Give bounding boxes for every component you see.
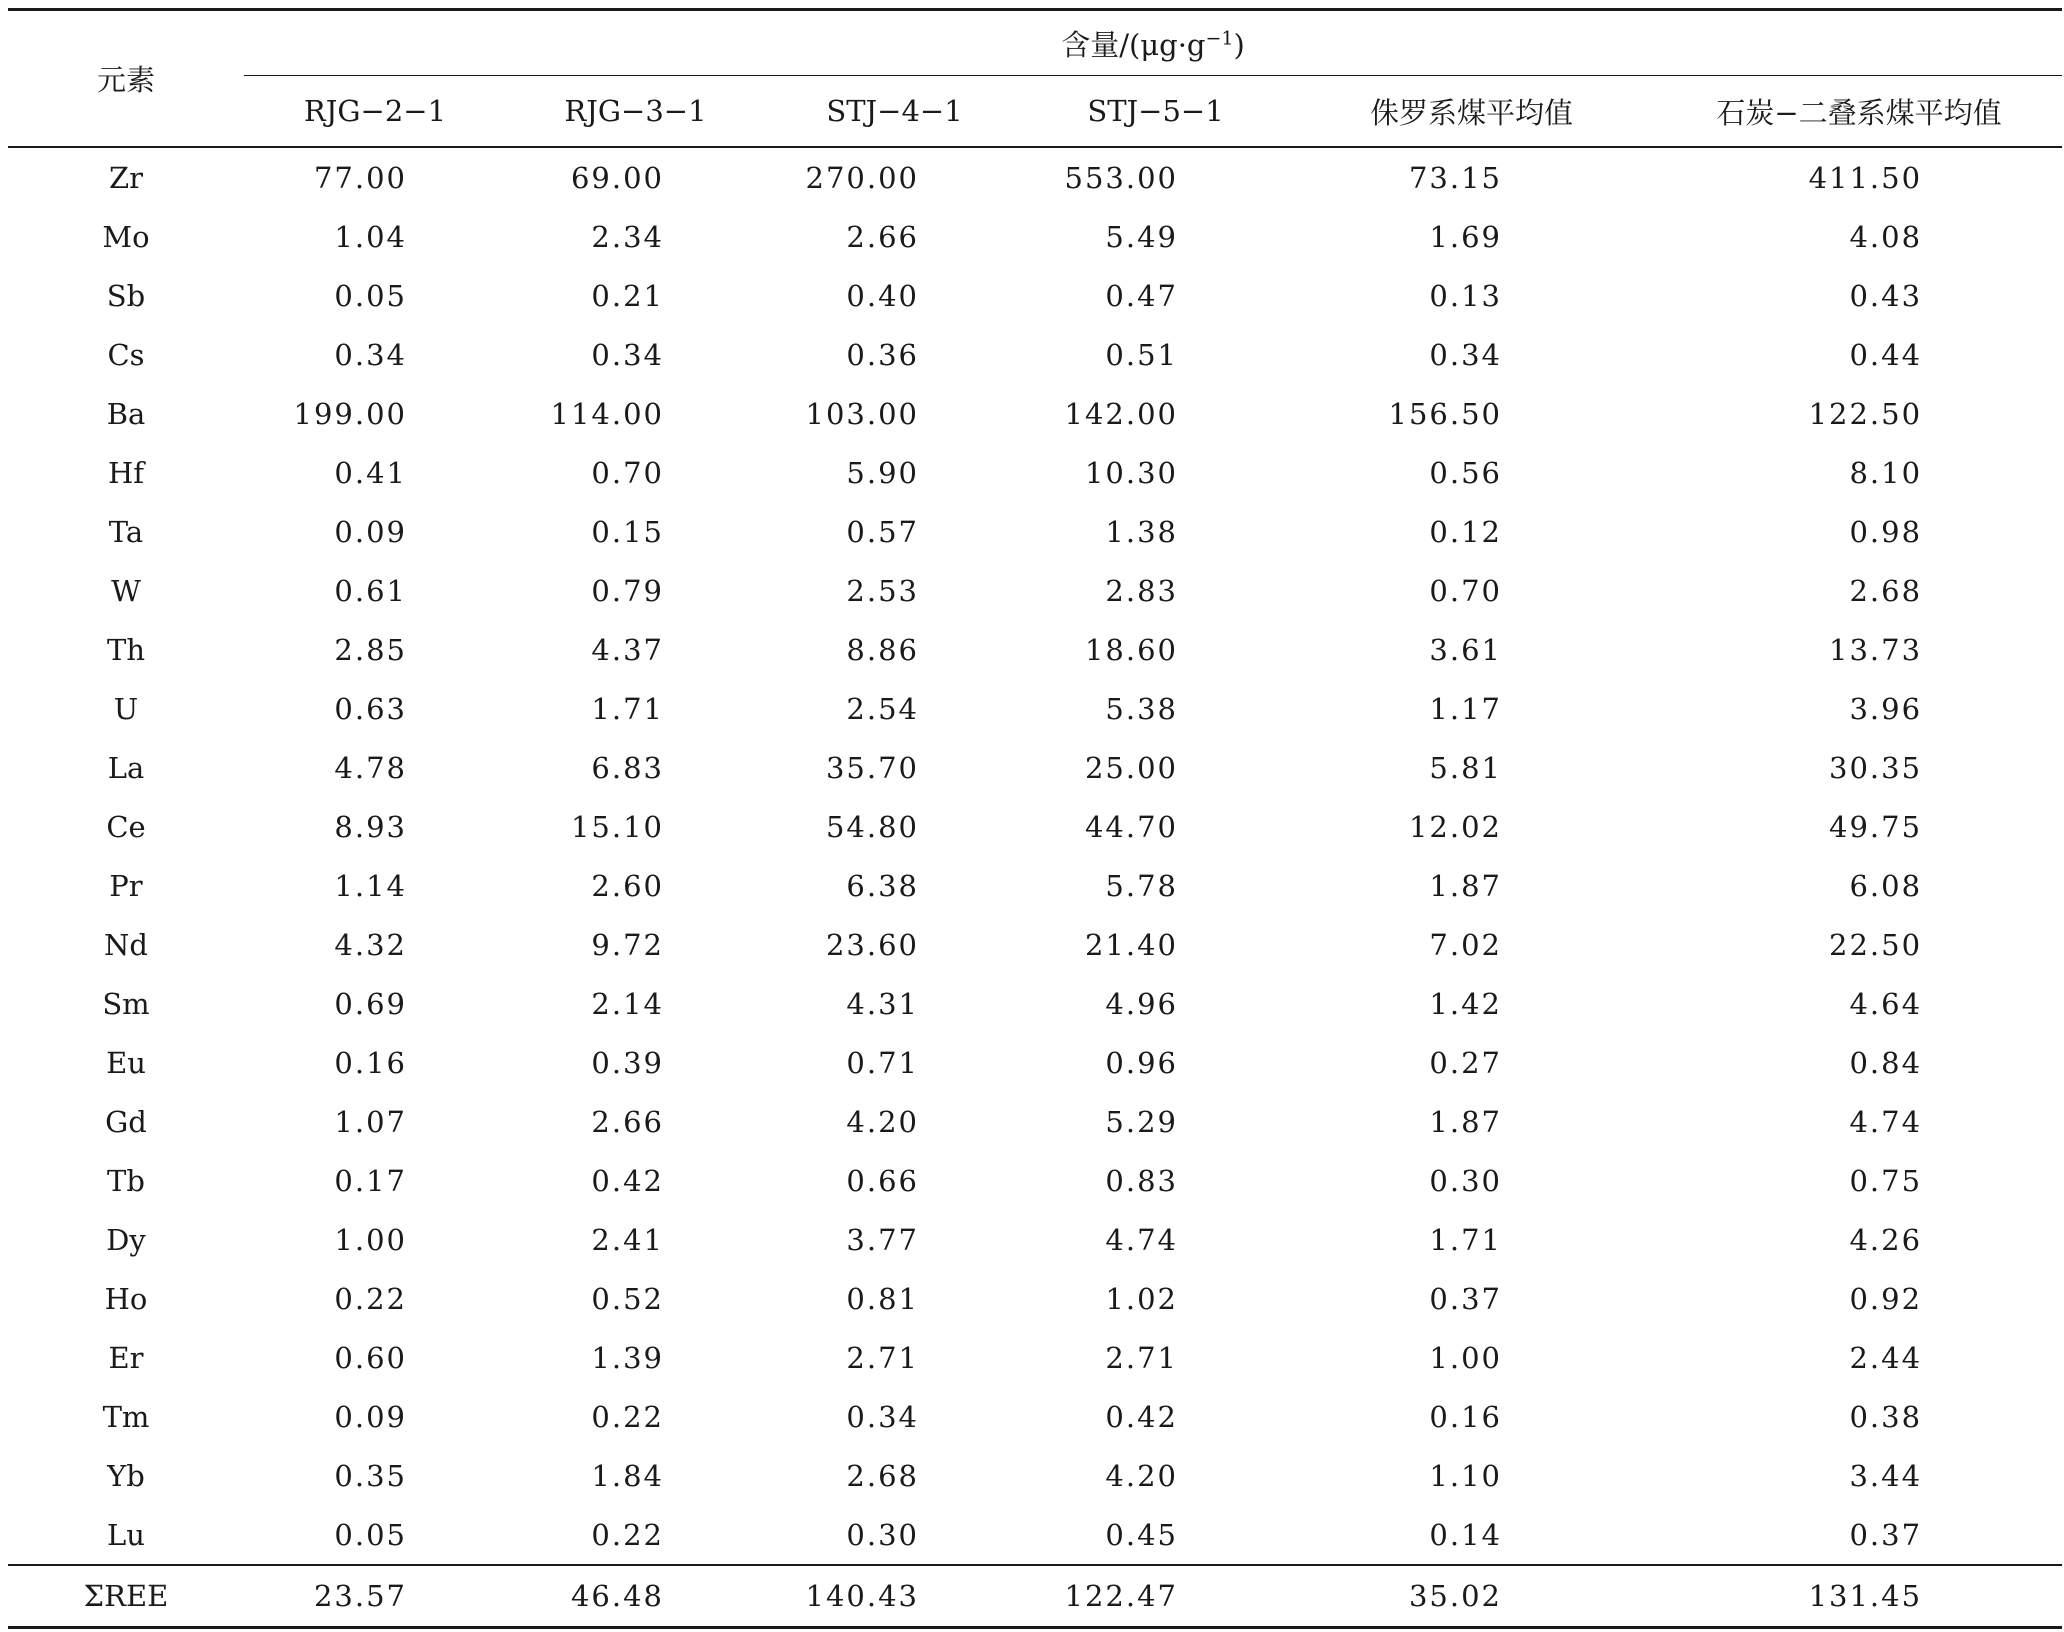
- content-unit-superscript: −1: [1205, 26, 1234, 49]
- table-row: [8, 620, 2062, 679]
- content-value: 21.40: [1084, 927, 1178, 962]
- content-value: 0.36: [846, 337, 919, 372]
- trace-element-table: [8, 8, 2062, 1629]
- content-value: 0.84: [1849, 1045, 1923, 1080]
- content-value: 0.52: [591, 1281, 664, 1316]
- content-value: 0.47: [1105, 278, 1178, 313]
- element-column-header: 元素: [8, 10, 244, 148]
- content-value: 0.83: [1105, 1163, 1178, 1198]
- content-value: 2.14: [591, 986, 664, 1021]
- content-value: 199.00: [293, 396, 407, 431]
- table-row: [8, 1505, 2062, 1565]
- content-value: 1.14: [334, 868, 407, 903]
- content-value: 0.57: [846, 514, 919, 549]
- content-value: 12.02: [1408, 809, 1502, 844]
- content-value: 4.74: [1105, 1222, 1178, 1257]
- content-value: 2.66: [846, 219, 919, 254]
- element-symbol: La: [107, 750, 145, 785]
- table-row: [8, 384, 2062, 443]
- content-value: 2.71: [1105, 1340, 1178, 1375]
- content-value: 0.56: [1429, 455, 1502, 490]
- content-value: 0.92: [1849, 1281, 1923, 1316]
- column-header-carboniferous-permian-average: 石炭−二叠系煤平均值: [1716, 95, 2002, 130]
- content-value: 6.08: [1849, 868, 1923, 903]
- element-symbol: Th: [106, 632, 146, 667]
- content-value: 0.61: [334, 573, 407, 608]
- element-symbol: Lu: [107, 1517, 145, 1552]
- table-row: [8, 443, 2062, 502]
- content-value: 1.07: [334, 1104, 407, 1139]
- content-value: 5.38: [1105, 691, 1178, 726]
- sum-ree-value: 122.47: [1024, 1565, 1287, 1628]
- content-value: 103.00: [805, 396, 919, 431]
- table-row: [8, 1328, 2062, 1387]
- content-value: 0.75: [1849, 1163, 1923, 1198]
- element-symbol: Yb: [107, 1458, 145, 1493]
- content-value: 77.00: [313, 160, 407, 195]
- content-value: 1.17: [1429, 691, 1502, 726]
- content-value: 0.96: [1105, 1045, 1178, 1080]
- content-value: 0.41: [334, 455, 407, 490]
- sum-ree-row: [8, 1565, 2062, 1628]
- content-value: 553.00: [1064, 160, 1178, 195]
- content-value: 2.41: [591, 1222, 664, 1257]
- content-value: 0.71: [846, 1045, 919, 1080]
- content-value: 4.64: [1849, 986, 1923, 1021]
- element-symbol: W: [111, 573, 141, 608]
- content-value: 0.17: [334, 1163, 407, 1198]
- content-value: 0.34: [1429, 337, 1502, 372]
- element-symbol: Dy: [106, 1222, 146, 1257]
- table-row: [8, 1151, 2062, 1210]
- table-row: [8, 266, 2062, 325]
- content-value: 2.68: [846, 1458, 919, 1493]
- content-value: 270.00: [805, 160, 919, 195]
- column-header-stj-5-1: STJ−5−1: [1087, 94, 1224, 128]
- content-value: 69.00: [570, 160, 664, 195]
- content-value: 18.60: [1084, 632, 1178, 667]
- table-row: [8, 856, 2062, 915]
- content-value: 0.81: [846, 1281, 919, 1316]
- content-value: 2.68: [1849, 573, 1923, 608]
- header-row-columns: [8, 76, 2062, 148]
- element-symbol: Cs: [107, 337, 145, 372]
- content-value: 3.61: [1429, 632, 1502, 667]
- content-group-header-text: 含量/(μg·g: [1061, 27, 1206, 62]
- content-value: 0.39: [591, 1045, 664, 1080]
- element-symbol: Gd: [105, 1104, 147, 1139]
- content-value: 1.42: [1429, 986, 1502, 1021]
- sum-ree-value: 131.45: [1656, 1565, 2062, 1628]
- content-value: 2.83: [1105, 573, 1178, 608]
- table-row: [8, 1387, 2062, 1446]
- content-value: 0.51: [1105, 337, 1178, 372]
- content-value: 5.29: [1105, 1104, 1178, 1139]
- content-group-header-close: ): [1233, 27, 1245, 62]
- content-value: 2.34: [591, 219, 664, 254]
- content-value: 1.84: [591, 1458, 664, 1493]
- content-value: 0.40: [846, 278, 919, 313]
- content-value: 54.80: [825, 809, 919, 844]
- element-symbol: Ta: [108, 514, 144, 549]
- content-value: 1.38: [1105, 514, 1178, 549]
- content-value: 0.05: [334, 1517, 407, 1552]
- content-value: 73.15: [1408, 160, 1502, 195]
- sum-ree-value: 46.48: [506, 1565, 765, 1628]
- table-row: [8, 1210, 2062, 1269]
- content-value: 1.71: [1429, 1222, 1502, 1257]
- content-value: 7.02: [1429, 927, 1502, 962]
- content-value: 6.83: [591, 750, 664, 785]
- content-value: 5.90: [846, 455, 919, 490]
- content-value: 4.37: [591, 632, 664, 667]
- content-value: 1.02: [1105, 1281, 1178, 1316]
- content-value: 114.00: [550, 396, 664, 431]
- content-value: 4.26: [1849, 1222, 1923, 1257]
- content-value: 5.78: [1105, 868, 1178, 903]
- header-row-group: [8, 10, 2062, 76]
- content-value: 4.08: [1849, 219, 1923, 254]
- content-value: 0.34: [334, 337, 407, 372]
- content-value: 0.37: [1429, 1281, 1502, 1316]
- content-value: 0.30: [846, 1517, 919, 1552]
- content-value: 0.15: [591, 514, 664, 549]
- content-value: 0.45: [1105, 1517, 1178, 1552]
- sum-ree-value: 140.43: [765, 1565, 1024, 1628]
- content-value: 0.35: [334, 1458, 407, 1493]
- element-symbol: Tb: [107, 1163, 145, 1198]
- content-value: 25.00: [1084, 750, 1178, 785]
- content-value: 0.21: [591, 278, 664, 313]
- content-value: 0.22: [591, 1517, 664, 1552]
- content-value: 0.12: [1429, 514, 1502, 549]
- table-row: [8, 502, 2062, 561]
- content-value: 44.70: [1084, 809, 1178, 844]
- content-value: 2.71: [846, 1340, 919, 1375]
- element-symbol: Tm: [102, 1399, 150, 1434]
- content-value: 0.63: [334, 691, 407, 726]
- sum-ree-value: 35.02: [1287, 1565, 1656, 1628]
- content-value: 1.00: [1429, 1340, 1502, 1375]
- content-value: 2.66: [591, 1104, 664, 1139]
- column-header-jurassic-average: 侏罗系煤平均值: [1369, 95, 1573, 130]
- content-value: 0.42: [591, 1163, 664, 1198]
- content-value: 49.75: [1829, 809, 1923, 844]
- content-value: 5.49: [1105, 219, 1178, 254]
- content-value: 0.42: [1105, 1399, 1178, 1434]
- content-value: 2.85: [334, 632, 407, 667]
- column-header-stj-4-1: STJ−4−1: [826, 94, 963, 128]
- content-value: 0.69: [334, 986, 407, 1021]
- content-group-header: [244, 10, 2062, 76]
- content-value: 0.70: [1429, 573, 1502, 608]
- content-value: 4.20: [1105, 1458, 1178, 1493]
- content-value: 0.60: [334, 1340, 407, 1375]
- element-symbol: Sb: [106, 278, 146, 313]
- content-value: 1.87: [1429, 1104, 1502, 1139]
- content-value: 0.09: [334, 1399, 407, 1434]
- content-value: 0.16: [1429, 1399, 1502, 1434]
- element-symbol: Mo: [102, 219, 150, 254]
- sum-ree-label: ΣREE: [8, 1565, 244, 1628]
- column-header-rjg-2-1: RJG−2−1: [303, 94, 447, 128]
- element-symbol: Eu: [106, 1045, 146, 1080]
- content-value: 4.20: [846, 1104, 919, 1139]
- table-row: [8, 974, 2062, 1033]
- element-symbol: Ba: [106, 396, 146, 431]
- table-row: [8, 1446, 2062, 1505]
- content-value: 35.70: [825, 750, 919, 785]
- table-row: [8, 797, 2062, 856]
- content-value: 23.60: [825, 927, 919, 962]
- content-value: 0.66: [846, 1163, 919, 1198]
- content-value: 142.00: [1064, 396, 1178, 431]
- content-value: 8.10: [1849, 455, 1923, 490]
- content-value: 0.14: [1429, 1517, 1502, 1552]
- content-value: 4.32: [334, 927, 407, 962]
- content-value: 2.54: [846, 691, 919, 726]
- content-value: 0.09: [334, 514, 407, 549]
- content-value: 30.35: [1829, 750, 1923, 785]
- content-value: 0.05: [334, 278, 407, 313]
- content-value: 9.72: [591, 927, 664, 962]
- element-symbol: Sm: [102, 986, 150, 1021]
- table-row: [8, 561, 2062, 620]
- table-body: [8, 147, 2062, 1565]
- content-value: 0.22: [591, 1399, 664, 1434]
- content-value: 0.79: [591, 573, 664, 608]
- element-symbol: Ce: [106, 809, 146, 844]
- content-value: 2.60: [591, 868, 664, 903]
- content-value: 1.04: [334, 219, 407, 254]
- content-value: 0.98: [1849, 514, 1923, 549]
- table-row: [8, 207, 2062, 266]
- content-value: 15.10: [570, 809, 664, 844]
- table-row: [8, 1269, 2062, 1328]
- content-value: 0.43: [1849, 278, 1923, 313]
- content-value: 0.70: [591, 455, 664, 490]
- content-value: 1.87: [1429, 868, 1502, 903]
- content-value: 0.34: [846, 1399, 919, 1434]
- content-value: 122.50: [1808, 396, 1923, 431]
- content-value: 8.86: [846, 632, 919, 667]
- content-value: 3.44: [1849, 1458, 1923, 1493]
- content-value: 0.27: [1429, 1045, 1502, 1080]
- trace-element-table-container: [8, 8, 2062, 1629]
- content-value: 10.30: [1084, 455, 1178, 490]
- content-value: 3.77: [846, 1222, 919, 1257]
- content-value: 5.81: [1429, 750, 1502, 785]
- content-value: 0.34: [591, 337, 664, 372]
- table-row: [8, 147, 2062, 207]
- content-value: 0.13: [1429, 278, 1502, 313]
- sum-ree-value: 23.57: [244, 1565, 506, 1628]
- table-row: [8, 679, 2062, 738]
- content-value: 0.30: [1429, 1163, 1502, 1198]
- element-symbol: Er: [108, 1340, 144, 1375]
- content-value: 1.69: [1429, 219, 1502, 254]
- content-value: 13.73: [1829, 632, 1923, 667]
- table-row: [8, 1092, 2062, 1151]
- table-row: [8, 738, 2062, 797]
- element-symbol: Pr: [109, 868, 143, 903]
- content-value: 3.96: [1849, 691, 1923, 726]
- element-symbol: Zr: [108, 160, 143, 195]
- content-value: 1.71: [591, 691, 664, 726]
- content-value: 8.93: [334, 809, 407, 844]
- content-value: 4.74: [1849, 1104, 1923, 1139]
- content-value: 1.39: [591, 1340, 664, 1375]
- content-value: 0.38: [1849, 1399, 1923, 1434]
- content-value: 0.16: [334, 1045, 407, 1080]
- element-symbol: U: [113, 691, 139, 726]
- content-value: 0.22: [334, 1281, 407, 1316]
- table-row: [8, 915, 2062, 974]
- element-symbol: Hf: [107, 455, 145, 490]
- content-value: 1.10: [1429, 1458, 1502, 1493]
- content-value: 4.78: [334, 750, 407, 785]
- content-value: 156.50: [1388, 396, 1502, 431]
- content-value: 4.96: [1105, 986, 1178, 1021]
- element-symbol: Nd: [104, 927, 148, 962]
- content-value: 22.50: [1829, 927, 1923, 962]
- content-value: 6.38: [846, 868, 919, 903]
- content-value: 411.50: [1808, 160, 1923, 195]
- content-value: 2.44: [1849, 1340, 1923, 1375]
- table-row: [8, 325, 2062, 384]
- content-value: 1.00: [334, 1222, 407, 1257]
- content-value: 4.31: [846, 986, 919, 1021]
- content-value: 0.37: [1849, 1517, 1923, 1552]
- column-header-rjg-3-1: RJG−3−1: [564, 94, 707, 128]
- element-symbol: Ho: [104, 1281, 148, 1316]
- content-value: 2.53: [846, 573, 919, 608]
- table-row: [8, 1033, 2062, 1092]
- content-value: 0.44: [1849, 337, 1923, 372]
